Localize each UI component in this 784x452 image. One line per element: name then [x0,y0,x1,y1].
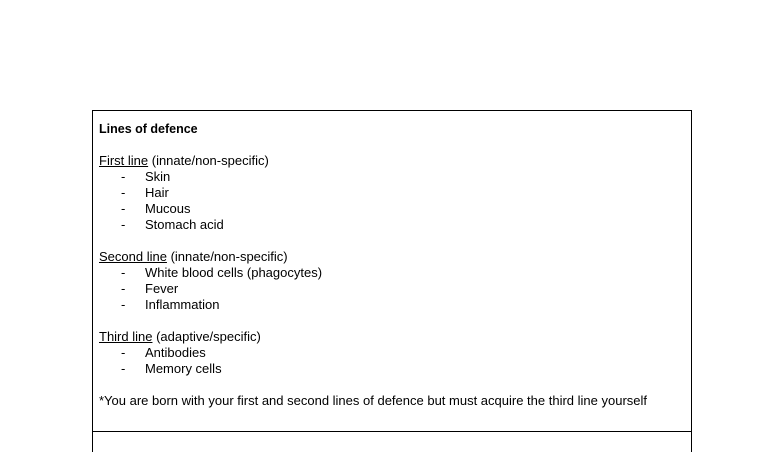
spacer [99,377,685,393]
list-item-text: Skin [145,169,171,184]
list-item [99,345,685,361]
section-first-line [99,153,685,233]
section-heading-underlined: First line [99,153,149,168]
dash-bullet: - [121,185,126,200]
section-heading [99,329,685,345]
list-item-text: Mucous [145,201,191,216]
list-item-text: Stomach acid [145,217,224,232]
list-item-text: Antibodies [145,345,206,360]
section-heading [99,249,685,265]
section-qualifier: (innate/non-specific) [166,249,288,264]
list-item-text: Fever [145,281,179,296]
list-item-text: Inflammation [145,297,220,312]
section-heading [99,153,685,169]
spacer [99,137,685,153]
section-qualifier: (innate/non-specific) [148,153,269,168]
section-third-line [99,329,685,377]
list-item-text: Hair [145,185,169,200]
dash-bullet: - [121,169,126,184]
list-item [99,265,685,281]
list-item [99,217,685,233]
list-item [99,297,685,313]
list-item [99,201,685,217]
next-box-edge [92,432,692,452]
item-list [99,345,685,377]
list-item-text: White blood cells (phagocytes) [145,265,323,280]
dash-bullet: - [121,217,126,232]
section-qualifier: (adaptive/specific) [152,329,261,344]
dash-bullet: - [121,201,126,216]
section-second-line [99,249,685,313]
list-item-text: Memory cells [145,361,222,376]
dash-bullet: - [121,361,126,376]
section-heading-underlined: Second line [99,249,167,264]
spacer [99,233,685,249]
dash-bullet: - [121,265,126,280]
list-item [99,281,685,297]
dash-bullet: - [121,297,126,312]
list-item [99,361,685,377]
content-box [92,110,692,432]
dash-bullet: - [121,281,126,296]
list-item [99,169,685,185]
footnote: *You are born with your first and second lines of defence but must acquire the third line yourself [99,393,647,408]
dash-bullet: - [121,345,126,360]
document-title: Lines of defence [99,122,198,136]
spacer [99,313,685,329]
list-item [99,185,685,201]
section-heading-underlined: Third line [99,329,153,344]
item-list [99,265,685,313]
item-list [99,169,685,233]
